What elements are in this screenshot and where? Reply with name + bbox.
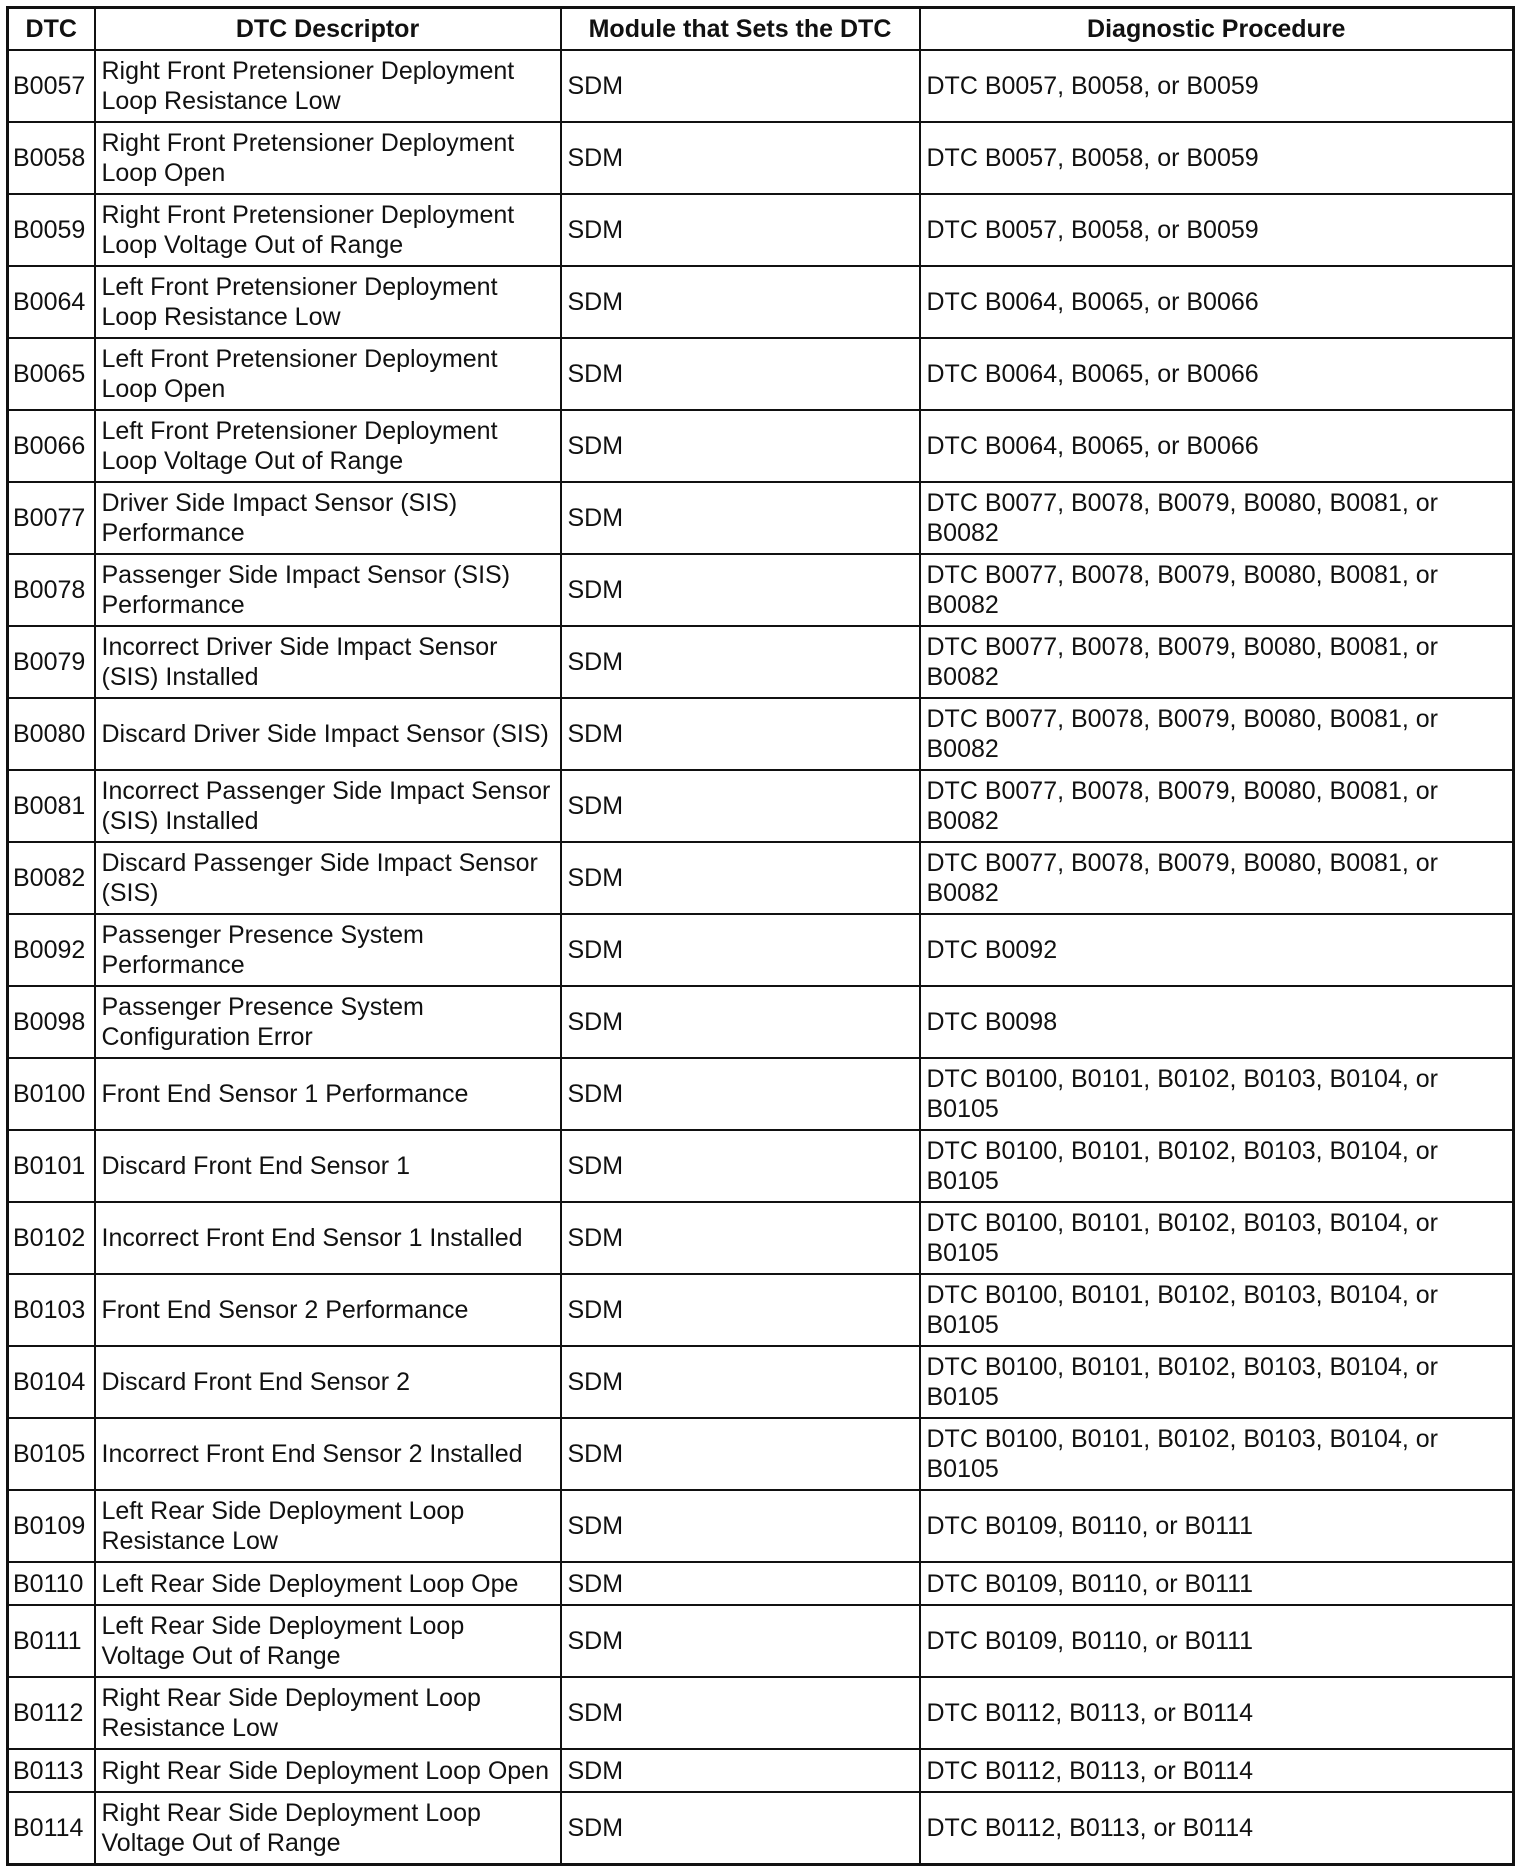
cell-dtc: B0098 [8,986,95,1058]
cell-procedure: DTC B0057, B0058, or B0059 [920,122,1514,194]
cell-module: SDM [561,1274,920,1346]
table-row [8,50,1514,122]
cell-module: SDM [561,626,920,698]
header-descriptor: DTC Descriptor [95,8,561,51]
cell-descriptor: Left Front Pretensioner Deployment Loop Open [95,338,561,410]
cell-dtc: B0104 [8,1346,95,1418]
cell-descriptor: Discard Front End Sensor 1 [95,1130,561,1202]
cell-descriptor: Left Rear Side Deployment Loop Voltage Out of Range [95,1605,561,1677]
cell-procedure: DTC B0077, B0078, B0079, B0080, B0081, or B0082 [920,770,1514,842]
cell-dtc: B0078 [8,554,95,626]
cell-descriptor: Incorrect Passenger Side Impact Sensor (SIS) Installed [95,770,561,842]
cell-descriptor: Discard Driver Side Impact Sensor (SIS) [95,698,561,770]
cell-dtc: B0101 [8,1130,95,1202]
cell-module: SDM [561,410,920,482]
table-row [8,770,1514,842]
cell-descriptor: Right Front Pretensioner Deployment Loop Open [95,122,561,194]
cell-dtc: B0110 [8,1562,95,1605]
cell-module: SDM [561,1346,920,1418]
table-row [8,338,1514,410]
cell-descriptor: Discard Front End Sensor 2 [95,1346,561,1418]
cell-procedure: DTC B0077, B0078, B0079, B0080, B0081, or B0082 [920,842,1514,914]
cell-procedure: DTC B0098 [920,986,1514,1058]
header-row [8,8,1514,51]
table-row [8,698,1514,770]
cell-procedure: DTC B0064, B0065, or B0066 [920,410,1514,482]
cell-descriptor: Passenger Side Impact Sensor (SIS) Performance [95,554,561,626]
cell-procedure: DTC B0077, B0078, B0079, B0080, B0081, or B0082 [920,626,1514,698]
cell-descriptor: Right Front Pretensioner Deployment Loop Resistance Low [95,50,561,122]
cell-module: SDM [561,1605,920,1677]
cell-descriptor: Left Front Pretensioner Deployment Loop Voltage Out of Range [95,410,561,482]
cell-descriptor: Incorrect Front End Sensor 1 Installed [95,1202,561,1274]
cell-procedure: DTC B0109, B0110, or B0111 [920,1605,1514,1677]
table-row [8,554,1514,626]
cell-module: SDM [561,1202,920,1274]
cell-procedure: DTC B0112, B0113, or B0114 [920,1677,1514,1749]
cell-procedure: DTC B0100, B0101, B0102, B0103, B0104, or B0105 [920,1058,1514,1130]
cell-descriptor: Driver Side Impact Sensor (SIS) Performance [95,482,561,554]
cell-descriptor: Left Rear Side Deployment Loop Resistance Low [95,1490,561,1562]
cell-dtc: B0112 [8,1677,95,1749]
cell-procedure: DTC B0092 [920,914,1514,986]
table-row [8,410,1514,482]
cell-descriptor: Right Rear Side Deployment Loop Open [95,1749,561,1792]
cell-dtc: B0077 [8,482,95,554]
cell-module: SDM [561,1677,920,1749]
cell-procedure: DTC B0057, B0058, or B0059 [920,194,1514,266]
cell-procedure: DTC B0064, B0065, or B0066 [920,338,1514,410]
cell-procedure: DTC B0109, B0110, or B0111 [920,1562,1514,1605]
cell-procedure: DTC B0112, B0113, or B0114 [920,1792,1514,1865]
cell-module: SDM [561,842,920,914]
cell-dtc: B0057 [8,50,95,122]
cell-procedure: DTC B0100, B0101, B0102, B0103, B0104, or B0105 [920,1346,1514,1418]
table-row [8,1274,1514,1346]
cell-descriptor: Left Rear Side Deployment Loop Ope [95,1562,561,1605]
cell-procedure: DTC B0057, B0058, or B0059 [920,50,1514,122]
cell-descriptor: Passenger Presence System Configuration Error [95,986,561,1058]
cell-descriptor: Left Front Pretensioner Deployment Loop Resistance Low [95,266,561,338]
cell-module: SDM [561,338,920,410]
cell-dtc: B0059 [8,194,95,266]
header-module: Module that Sets the DTC [561,8,920,51]
cell-descriptor: Right Front Pretensioner Deployment Loop Voltage Out of Range [95,194,561,266]
cell-module: SDM [561,482,920,554]
cell-module: SDM [561,50,920,122]
cell-procedure: DTC B0100, B0101, B0102, B0103, B0104, or B0105 [920,1202,1514,1274]
table-row [8,1058,1514,1130]
cell-procedure: DTC B0064, B0065, or B0066 [920,266,1514,338]
cell-module: SDM [561,1490,920,1562]
cell-dtc: B0081 [8,770,95,842]
cell-dtc: B0114 [8,1792,95,1865]
cell-dtc: B0066 [8,410,95,482]
cell-descriptor: Front End Sensor 1 Performance [95,1058,561,1130]
cell-module: SDM [561,1749,920,1792]
cell-module: SDM [561,554,920,626]
cell-procedure: DTC B0109, B0110, or B0111 [920,1490,1514,1562]
table-row [8,1490,1514,1562]
dtc-table [6,6,1515,1866]
cell-descriptor: Incorrect Front End Sensor 2 Installed [95,1418,561,1490]
cell-dtc: B0058 [8,122,95,194]
table-row [8,122,1514,194]
table-row [8,1202,1514,1274]
cell-module: SDM [561,1418,920,1490]
cell-dtc: B0064 [8,266,95,338]
cell-dtc: B0080 [8,698,95,770]
cell-procedure: DTC B0077, B0078, B0079, B0080, B0081, or B0082 [920,698,1514,770]
cell-procedure: DTC B0112, B0113, or B0114 [920,1749,1514,1792]
cell-module: SDM [561,1058,920,1130]
cell-descriptor: Right Rear Side Deployment Loop Resistance Low [95,1677,561,1749]
cell-module: SDM [561,986,920,1058]
table-row [8,1749,1514,1792]
cell-dtc: B0065 [8,338,95,410]
table-row [8,842,1514,914]
table-row [8,986,1514,1058]
cell-module: SDM [561,770,920,842]
table-row [8,1677,1514,1749]
table-row [8,626,1514,698]
cell-dtc: B0082 [8,842,95,914]
cell-procedure: DTC B0100, B0101, B0102, B0103, B0104, or B0105 [920,1418,1514,1490]
cell-procedure: DTC B0100, B0101, B0102, B0103, B0104, or B0105 [920,1130,1514,1202]
cell-dtc: B0092 [8,914,95,986]
cell-dtc: B0100 [8,1058,95,1130]
cell-dtc: B0103 [8,1274,95,1346]
cell-procedure: DTC B0100, B0101, B0102, B0103, B0104, or B0105 [920,1274,1514,1346]
cell-descriptor: Passenger Presence System Performance [95,914,561,986]
cell-descriptor: Incorrect Driver Side Impact Sensor (SIS) Installed [95,626,561,698]
table-row [8,1346,1514,1418]
cell-procedure: DTC B0077, B0078, B0079, B0080, B0081, or B0082 [920,554,1514,626]
cell-module: SDM [561,698,920,770]
cell-descriptor: Front End Sensor 2 Performance [95,1274,561,1346]
cell-module: SDM [561,1130,920,1202]
cell-module: SDM [561,1792,920,1865]
cell-module: SDM [561,194,920,266]
cell-module: SDM [561,266,920,338]
cell-procedure: DTC B0077, B0078, B0079, B0080, B0081, or B0082 [920,482,1514,554]
table-row [8,1418,1514,1490]
table-row [8,1605,1514,1677]
table-row [8,1792,1514,1865]
cell-dtc: B0079 [8,626,95,698]
table-row [8,266,1514,338]
cell-module: SDM [561,914,920,986]
cell-module: SDM [561,1562,920,1605]
table-row [8,1562,1514,1605]
header-dtc: DTC [8,8,95,51]
cell-dtc: B0111 [8,1605,95,1677]
table-row [8,914,1514,986]
table-row [8,482,1514,554]
cell-dtc: B0109 [8,1490,95,1562]
cell-module: SDM [561,122,920,194]
cell-dtc: B0105 [8,1418,95,1490]
table-row [8,194,1514,266]
header-procedure: Diagnostic Procedure [920,8,1514,51]
cell-dtc: B0102 [8,1202,95,1274]
cell-descriptor: Discard Passenger Side Impact Sensor (SIS) [95,842,561,914]
cell-descriptor: Right Rear Side Deployment Loop Voltage Out of Range [95,1792,561,1865]
cell-dtc: B0113 [8,1749,95,1792]
table-row [8,1130,1514,1202]
table-body [8,50,1514,1865]
